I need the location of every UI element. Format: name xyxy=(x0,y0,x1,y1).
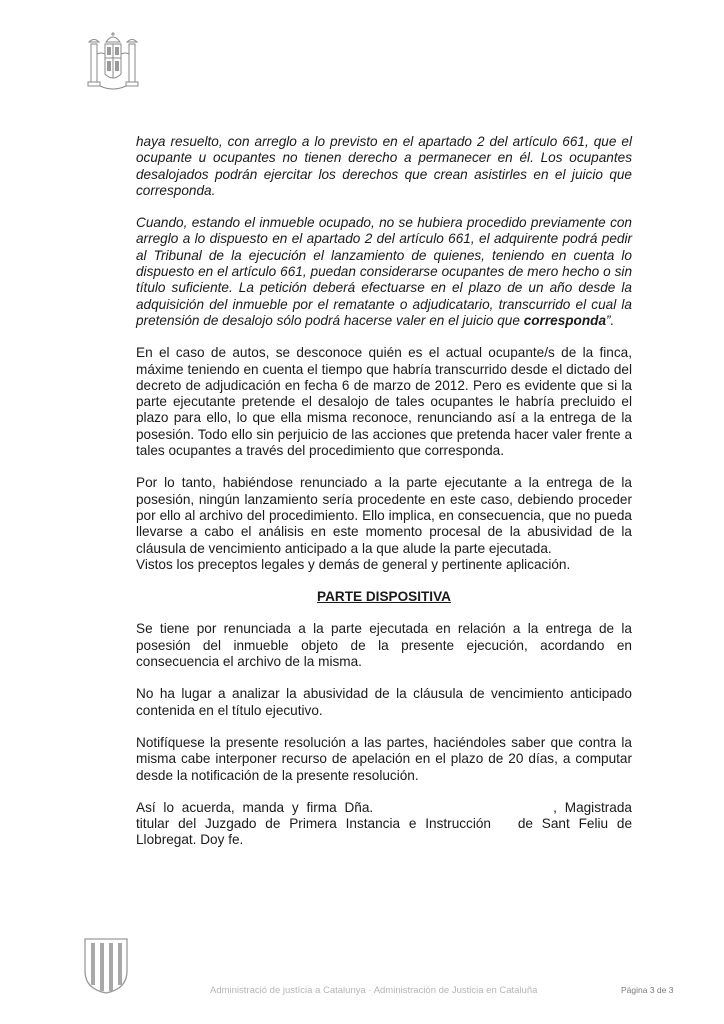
footer-text: Administració de justícia a Catalunya · Administración de Justicia en Cataluña xyxy=(210,985,538,996)
paragraph-ruling-1: Se tiene por renunciada a la parte ejecutada en relación a la entrega de la posesión del inmueble objeto de la presente ejecución, acordando en consecuencia el archivo de la misma. xyxy=(136,621,632,670)
signature-part-b: , Magistrada titular del Juzgado de Primera Instancia e Instrucción xyxy=(136,799,632,832)
paragraph-conclusion: Por lo tanto, habiéndose renunciado a la parte ejecutante a la entrega de la posesión, ningún lanzamiento sería procedente en este caso, debiendo proceder por ello al archivo del procedimiento. Ello implica, en consecuencia, que no pueda llevarse a cabo el análisis en este momento procesal de la abusividad de la cláusula de vencimiento anticipado a la que alude la parte ejecutada. xyxy=(136,475,632,556)
document-body xyxy=(136,134,632,865)
paragraph-quote-1: haya resuelto, con arreglo a lo previsto en el apartado 2 del artículo 661, que el ocupante u ocupantes no tienen derecho a permanecer en él. Los ocupantes desalojados podrán ejercitar los derechos que crean asistirles en el juicio que corresponda. xyxy=(136,134,632,198)
catalan-senyera-shield-icon xyxy=(82,937,130,995)
quote-2-text: Cuando, estando el inmueble ocupado, no se hubiera procedido previamente con arreglo a lo dispuesto en el apartado 2 del artículo 661, el adquirente podrá pedir al Tribunal de la ejecución el lanzamiento de quienes, teniendo en cuenta lo dispuesto en el artículo 661, puedan considerarse ocupantes de mero hecho o sin título suficiente. La petición deberá efectuarse en el plazo de un año desde la adquisición del inmueble por el rematante o adjudicatario, transcurrido el cual la pretensión de desalojo sólo podrá hacerse valer en el juicio que xyxy=(136,215,632,328)
spanish-coat-of-arms-icon xyxy=(84,30,142,94)
quote-2-end: ”. xyxy=(606,312,615,328)
signature-part-a: Así lo acuerda, manda y firma Dña. xyxy=(136,799,374,815)
signature-part-c: de Sant Feliu de Llobregat. Doy fe. xyxy=(136,816,633,848)
page-number: Página 3 de 3 xyxy=(621,985,674,995)
paragraph-case: En el caso de autos, se desconoce quién es el actual ocupante/s de la finca, máxime teniendo en cuenta el tiempo que habría transcurrido desde el dictado del decreto de adjudicación en fecha 6 de marzo de 2012. Pero es evidente que si la parte ejecutante pretende el desalojo de tales ocupantes le habría precluido el plazo para ello, lo que ella misma reconoce, renunciando así a la entrega de la posesión. Todo ello sin perjuicio de las acciones que pretenda hacer valer frente a tales ocupantes a través del procedimiento que corresponda. xyxy=(136,345,632,459)
paragraph-ruling-2: No ha lugar a analizar la abusividad de la cláusula de vencimiento anticipado contenida en el título ejecutivo. xyxy=(136,686,632,718)
paragraph-notification: Notifíquese la presente resolución a las partes, haciéndoles saber que contra la misma cabe interponer recurso de apelación en el plazo de 20 días, a computar desde la notificación de la presente resolución. xyxy=(136,734,632,783)
paragraph-quote-2 xyxy=(136,215,632,329)
paragraph-signature xyxy=(136,800,632,849)
paragraph-precepts: Vistos los preceptos legales y demás de general y pertinente aplicación. xyxy=(136,556,571,572)
section-heading: PARTE DISPOSITIVA xyxy=(317,589,451,605)
quote-2-bold-word: corresponda xyxy=(523,312,607,328)
